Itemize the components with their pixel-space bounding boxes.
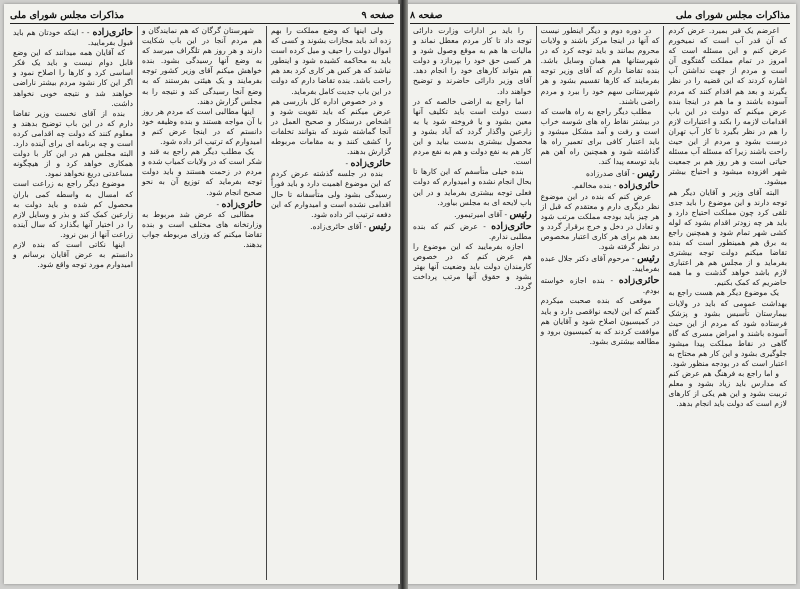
right-page-title: مذاکرات مجلس شورای ملی	[675, 9, 790, 21]
speaker-name: رئیس	[637, 168, 660, 180]
left-page-column	[137, 26, 266, 580]
left-page-title: مذاکرات مجلس شورای ملی	[10, 9, 125, 21]
paragraph: اما راجع به اراضی خالصه که در دست دولت است باید تکلیف آنها معین بشود و یا فروخته شود یا به زارعین واگذار گردد که آباد بشود و محصول بیشتری بدست بیاید و این کار هم به نفع دولت و هم به نفع مردم است.	[412, 96, 532, 167]
paragraph: موضوع دیگر راجع به زراعت است که امسال به واسطه کمی باران محصول کم شده و باید دولت به زارعین کمک کند و بذر و وسایل لازم را در اختیار آنها بگذارد که سال آینده زراعت آنها از بین نرود.	[13, 179, 133, 239]
speaker-remark: - اینکه خودتان هم باید قبول بفرمایید.	[13, 28, 133, 48]
paragraph: و در خصوص اداره کل بازرسی هم عرض میکنم که باید تقویت شود و اشخاص درستکار و صحیح العمل در آنجا گماشته شوند که بتوانند تخلفات را کشف کنند و به مقامات مربوطه گزارش بدهند.	[271, 96, 391, 157]
speaker-line: حائری‌زاده - - اینکه خودتان هم باید قبول بفرمایید.	[13, 27, 133, 48]
speaker-line: حائری‌زاده - بنده اجازه خواسته بودم.	[540, 275, 660, 296]
left-page-header	[10, 7, 394, 24]
speaker-line: حائری‌زاده - بنده مخالفم.	[571, 180, 660, 192]
left-page-number: صفحه ۹	[361, 9, 394, 21]
speaker-line: حائری‌زاده -	[216, 198, 262, 210]
speaker-name: حائری‌زاده	[92, 27, 133, 38]
speaker-line: حائری‌زاده - عرض کنم که بنده مطلبی ندارم.	[412, 220, 532, 241]
paragraph: بنده از آقای نخست وزیر تقاضا دارم که در این باب توضیح بدهند و معلوم کنند که دولت چه اقدامی کرده است و چه برنامه ای برای آینده دارد. البته مجلس هم در این کار با دولت همکاری خواهد کرد و از هیچگونه مساعدتی دریغ نخواهد نمود.	[13, 108, 133, 179]
paragraph: یک مطلب دیگر هم راجع به قند و شکر است که در ولایات کمیاب شده و مردم در زحمت هستند و باید دولت توجه بفرماید که توزیع آن به نحو صحیح انجام شود.	[142, 147, 262, 197]
speaker-name: حائری‌زاده	[618, 275, 660, 287]
paragraph: البته آقای وزیر و آقایان دیگر هم توجه دارند و این موضوع را باید جدی تلقی کرد چون مملکت احتیاج دارد و باید هر چه زودتر اقدام بشود که لوله کشی شهر تمام شود و همچنین راجع به برق هم همینطور است که بنده تقاضا میکنم دولت توجه بیشتری بفرماید و از مجلس هم هر اعتباری لازم باشد خواهد گذشت و ما همه حاضریم که کمک بکنیم.	[668, 187, 787, 288]
paragraph: مطالبی که عرض شد مربوط به وزارتخانه های مختلف است و بنده تقاضا میکنم که وزرای مربوطه جواب بدهند.	[142, 209, 262, 249]
paragraph: در دوره دوم و دیگر اینطور نیست که آنها در اینجا مرکز باشند و ولایات محروم بمانند و باید توجه کرد که در شهرستانها هم همان وسایل باشد. بنده تقاضا دارم که آقای وزیر توجه بفرمایند که کارها تقسیم بشود و هر شهرستانی سهم خود را ببرد و مردم راضی باشند.	[540, 26, 660, 106]
speaker-name: حائری‌زاده	[221, 198, 262, 210]
speaker-line: حائری‌زاده -	[345, 158, 391, 170]
paragraph: بنده خیلی متأسفم که این کارها تا بحال انجام نشده و امیدوارم که دولت فعلی توجه بیشتری بفرماید و در این باب لایحه ای به مجلس بیاورد.	[412, 167, 532, 207]
speaker-name: حائری‌زاده	[618, 180, 660, 192]
speaker-line: رئیس - آقای حائری‌زاده.	[310, 220, 391, 232]
paragraph: ولی اینها که وضع مملکت را بهم زده اند باید مجازات بشوند و کسی که اموال دولت را حیف و میل کرده است باید به محاکمه کشیده شود و اینطور نباشد که هر کس هر کاری کرد بعد هم راحت باشد. بنده تقاضا دارم که دولت در این باب جدیت کامل بفرماید.	[271, 26, 391, 96]
right-page-header	[410, 7, 790, 24]
left-page-columns	[9, 26, 395, 580]
paragraph: که آقایان همه میدانند که این وضع قابل دوام نیست و باید یک فکر اساسی کرد و کارها را اصلاح نمود و اگر این کار نشود مردم بیشتر ناراضی خواهند شد و نتیجه خوبی نخواهد داشت.	[13, 48, 133, 108]
right-newspaper-page	[404, 4, 796, 584]
paragraph: اعرضم یک قبر بمیرد. عرض کردم که آن قدر آب است که نمیخورم عرض کنم و این مسئله است که امروز در تمام مملکت گفتگوی آن است و مردم از جهت نداشتن آب اشاره کردند که این قضیه را در نظر بگیرند و بعد هم اقدام کنند که مردم آسوده باشند و ما هم در اینجا بنده عرض میکنم که دولت در این باب اقدامات لازمه را بکند و اعتبارات لازم را هم در نظر بگیرد تا کار آب تهران درست بشود و مردم از این حیث راحت باشند زیرا که مسئله آب مسئله حیاتی است و هر روز هم بر جمعیت شهر افزوده میشود و احتیاج بیشتر میشود.	[668, 26, 787, 187]
left-newspaper-page	[4, 4, 400, 584]
right-page-column	[536, 26, 664, 580]
speaker-remark: مرحوم آقای دکتر جلال عبده بفرمایید.	[540, 254, 660, 274]
speaker-name: حائری‌زاده	[350, 158, 391, 170]
paragraph: اجازه بفرمایید که این موضوع را هم عرض کنم که در خصوص کارمندان دولت باید وضعیت آنها بهتر بشود و حقوق آنها مرتب پرداخت گردد.	[412, 241, 532, 292]
paragraph: را باید بر ادارات وزارت دارائی توجه داد تا کار مردم معطل نماند و مالیات ها هم به موقع وصول شود و هر کسی حق خود را بپردازد و دولت هم بتواند کارهای خود را انجام دهد. آقای وزیر دارائی حاضرند و توضیح خواهند داد.	[412, 26, 532, 96]
paragraph: و اما راجع به فرهنگ هم عرض کنم که مدارس باید زیاد بشود و معلم تربیت بشود و این هم یکی از کارهای لازم است که دولت باید انجام بدهد.	[668, 369, 787, 409]
speaker-name: رئیس	[509, 208, 532, 220]
speaker-remark: آقای حائری‌زاده.	[310, 221, 362, 231]
speaker-name: رئیس	[637, 253, 660, 265]
paragraph: اینها مطالبی است که مردم هر روز با آن مواجه هستند و بنده وظیفه خود دانستم که در اینجا عرض کنم و امیدوارم که ترتیب اثر داده شود.	[142, 106, 262, 147]
speaker-remark: آقای امیرتیمور.	[454, 209, 503, 219]
paragraph: اینها نکاتی است که بنده لازم دانستم به عرض آقایان برسانم و امیدوارم مورد توجه واقع شود.	[13, 239, 133, 270]
right-page-column	[409, 26, 536, 580]
paragraph: یک موضوع دیگر هم هست راجع به بهداشت عمومی که باید در ولایات بیمارستان تأسیس بشود و پزشک فرستاده شود که مردم از این حیث آسوده باشند و امراض مسری که گاه گاهی در نقاط مملکت پیدا میشود جلوگیری بشود و این کار هم محتاج به اعتبار است که در بودجه منظور شود.	[668, 288, 787, 369]
speaker-remark: آقای صدرزاده	[586, 169, 630, 179]
speaker-name: حائری‌زاده	[491, 220, 532, 232]
speaker-line: رئیس - آقای صدرزاده	[586, 168, 660, 180]
paragraph: شهرستان گرگان که هم نمایندگان و هم مردم آنجا در این باب شکایت دارند و هر روز هم تلگراف میرسد که به وضع آنها رسیدگی بشود. بنده خواهش میکنم آقای وزیر کشور توجه بفرمایند و یک هیئتی بفرستند که به وضع آنجا رسیدگی کند و نتیجه را به مجلس گزارش دهند.	[142, 26, 262, 106]
left-page-column	[266, 26, 395, 580]
paragraph: بنده در جلسه گذشته عرض کردم که این موضوع اهمیت دارد و باید فوراً رسیدگی بشود ولی متأسفانه تا حال اقدامی نشده است و امیدوارم که این دفعه ترتیب اثر داده شود.	[271, 169, 391, 219]
paragraph: موقعی که بنده صحبت میکردم گفتم که این لایحه نواقصی دارد و باید در کمیسیون اصلاح شود و آقایان هم موافقت کردند که به کمیسیون برود و مطالعه بیشتری بشود.	[540, 296, 660, 346]
right-page-number: صفحه ۸	[410, 9, 443, 21]
right-page-columns	[409, 26, 791, 580]
paragraph: مطلب دیگر راجع به راه هاست که در بیشتر نقاط راه های شوسه خراب است و رفت و آمد مشکل میشود و باید اعتبار کافی برای تعمیر راه ها گذاشته شود و همچنین راه آهن هم باید توسعه پیدا کند.	[540, 106, 660, 167]
speaker-line: رئیس - مرحوم آقای دکتر جلال عبده بفرمایید.	[540, 253, 660, 274]
speaker-remark: عرض کنم که بنده مطلبی ندارم.	[412, 221, 532, 241]
speaker-name: رئیس	[368, 220, 391, 232]
paragraph: عرض کنم که بنده در این موضوع نظر دیگری دارم و معتقدم که قبل از هر چیز باید بودجه مملکت مرتب شود و تعادل در دخل و خرج برقرار گردد و بعد هم برای هر کاری اعتبار مخصوص در نظر گرفته شود.	[540, 191, 660, 251]
speaker-remark: بنده اجازه خواسته بودم.	[540, 276, 660, 296]
left-page-column	[9, 26, 137, 580]
speaker-remark: بنده مخالفم.	[571, 181, 612, 191]
speaker-line: رئیس - آقای امیرتیمور.	[454, 208, 532, 220]
right-page-column	[663, 26, 791, 580]
